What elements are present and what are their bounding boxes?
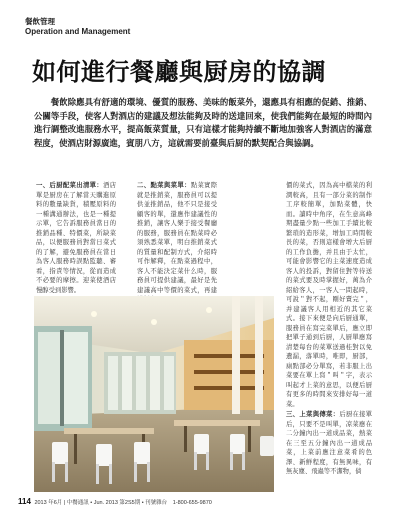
section-text-2-cont: 價的菜式，因為高中檔菜的利潤較高，且有一部分菜的制作工序較簡單，加點菜體，快而。讀時中角序，在生意高峰期盡量少點一些加工手續比較繁瑣的造形菜，增加工時間較長的菜，否則這樣會增大后厨的工作負擔，并且由于太忙，可能會影響它的主菜速度造成客人的投訴，對留住對等待送的菜式要及時掌握好，萬為介紹給客人，一客人一問起時，可說＂對不起，剛好賣完＂，并建議客人用相近的其它菜式。接下來便是向后厨通單，服務員在寫完菜單后，應立即把單子通到后厨，人厨單應寫清楚每台的菜單送過桂對以免遺漏，落單時，唯即，厨部，廁點部必分單寫，若非服上出菜要在單上寫＂叫＂字，表示叫起才上菜的意思，以便后厨有更多的時間來安排好每一道菜。 (286, 182, 372, 408)
page-number: 114 (18, 497, 31, 506)
section-heading-1: 一、后厨配菜出清單： (36, 181, 104, 189)
lead-text: 餐飲除應具有舒適的環境、優質的服務、美味的飯菜外，還應具有相應的促銷、推銷、公關等手段，使客人對酒店的建議及想法能夠及時的送達回來，使我們能夠在最短的時間內進行調整改進服務水平，提高飯菜質量，只有這樣才能夠持續不斷地加強客人對酒店的滿意程度，使酒店財源廣進，賓朋八方，這就需要前臺與后厨的默契配合與協調。 (34, 97, 372, 148)
body-column-3-lower (286, 410, 372, 483)
body-column-3 (286, 181, 372, 415)
issue-info: 2013 年6月 | 中餐通訊 • Jun. 2013 第2S5期 • 刊號雜台 (34, 500, 168, 506)
restaurant-interior-photo (34, 296, 274, 492)
section-text-2: 點菜實際就是推銷菜，服務員可以提供並推銷品，他不只是接受顧客的單，還應作建議性的推銷，讓客人樂于接受餐廳的服務，服務員在點菜時必須熟悉菜單，明白推銷菜式的質量和配制方式，介紹時可作解釋，在點菜過程中，客人不能決定菜什么時，服務員可提供建議，最好是先建議高中等價的菜式，再建 (137, 182, 218, 294)
section-heading-3: 三、上菜與傳菜： (286, 410, 340, 418)
article-title: 如何進行餐廳與厨房的協調 (32, 57, 326, 86)
section-title-en: Operation and Management (25, 27, 131, 36)
section-heading-2: 二、點菜與菜單： (137, 181, 191, 189)
body-column-1 (36, 181, 116, 301)
section-title-cn: 餐飲管理 (25, 17, 55, 26)
page-footer (18, 497, 212, 506)
phone-number: 1-800-655-9870 (172, 500, 212, 506)
lead-paragraph (34, 96, 372, 150)
body-column-2 (137, 181, 217, 311)
section-text-1: 酒店單是厨房在了解當天購進原料的數量缺貨，積壓原料的一種溝通辦法，也是一種提示單，它告訴服務員當日的推銷品種、特價菜，所缺菜品，以便服務員對當日菜式的了解，避免服務員在當日為客人服務時誤點監聽、審看，指責等情況，從而造成不必要的摩擦。迎菜使酒店慢醇受到影響。 (36, 182, 117, 294)
section-text-3: 后厨在接單后，只要不是叫單，凉菜應在二分鐘內出一道成品菜，熱菜在三至五分鐘內出一道成品菜，上菜前應注意菜肴的色澤、新鮮程度，有無異味，有無灰塵、飛蟲等不潔物，倘 (286, 411, 373, 475)
